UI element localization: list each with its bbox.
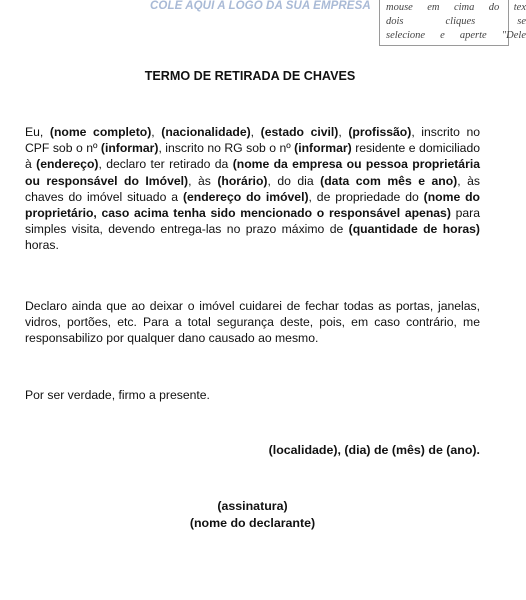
logo-placeholder[interactable]: COLE AQUI A LOGO DA SUA EMPRESA	[150, 0, 371, 12]
paragraph-text: , de propriedade do	[308, 189, 424, 204]
declaration-paragraph	[25, 124, 480, 254]
placeholder-field: (informar)	[294, 141, 352, 156]
placeholder-field: (quantidade de horas)	[348, 222, 480, 237]
paragraph-text: , inscrito no RG sob o nº	[158, 141, 295, 156]
responsibility-paragraph: Declaro ainda que ao deixar o imóvel cuidarei de fechar todas as portas, janelas, vidros, portões, etc. Para a total segurança deste, pois, em caso contrário, me responsabilizo por qualquer dano causado ao mesmo.	[25, 299, 480, 346]
signature-line: (assinatura)	[217, 499, 288, 513]
placeholder-field: (endereço)	[36, 157, 99, 172]
paragraph-text: residente e domiciliado à	[25, 141, 481, 172]
paragraph-text: ,	[151, 125, 162, 139]
paragraph-text: para simples visita, devendo entrega-las no prazo máximo de	[25, 206, 480, 237]
paragraph-text: , do dia	[267, 173, 321, 188]
paragraph-text: ,	[338, 125, 349, 139]
placeholder-field: (nome do proprietário, caso acima tenha sido mencionado o responsável apenas)	[25, 189, 481, 221]
declarant-name: (nome do declarante)	[189, 516, 316, 530]
hint-line: selecione e aperte "Dele	[386, 30, 526, 41]
placeholder-field: (informar)	[100, 141, 159, 156]
instruction-comment-box	[379, 0, 526, 46]
paragraph-text: , às	[188, 173, 218, 188]
hint-line: dois cliques se	[386, 16, 526, 27]
document-title: TERMO DE RETIRADA DE CHAVES	[144, 69, 356, 83]
paragraph-text: , às chaves do imóvel situado a	[25, 173, 480, 204]
placeholder-field: (endereço do imóvel)	[182, 189, 309, 204]
paragraph-text: ,	[250, 125, 261, 139]
placeholder-field: (nome da empresa ou pessoa proprietária ou responsável do Imóvel)	[25, 157, 480, 188]
paragraph-text: , inscrito no CPF sob o nº	[25, 125, 481, 156]
placeholder-field: (nome completo)	[49, 125, 152, 139]
placeholder-field: (data com mês e ano)	[320, 173, 458, 188]
placeholder-field: (profissão)	[348, 125, 412, 139]
placeholder-field: (estado civil)	[260, 125, 339, 139]
paragraph-text: horas.	[25, 238, 59, 253]
hint-line: mouse em cima do tex	[386, 2, 526, 13]
placeholder-field: (nacionalidade)	[161, 125, 251, 139]
paragraph-text: Eu,	[25, 125, 50, 139]
placeholder-field: (horário)	[217, 173, 268, 188]
closing-paragraph: Por ser verdade, firmo a presente.	[25, 388, 210, 402]
paragraph-text: , declaro ter retirado da	[98, 157, 233, 172]
place-date-line: (localidade), (dia) de (mês) de (ano).	[268, 443, 480, 457]
